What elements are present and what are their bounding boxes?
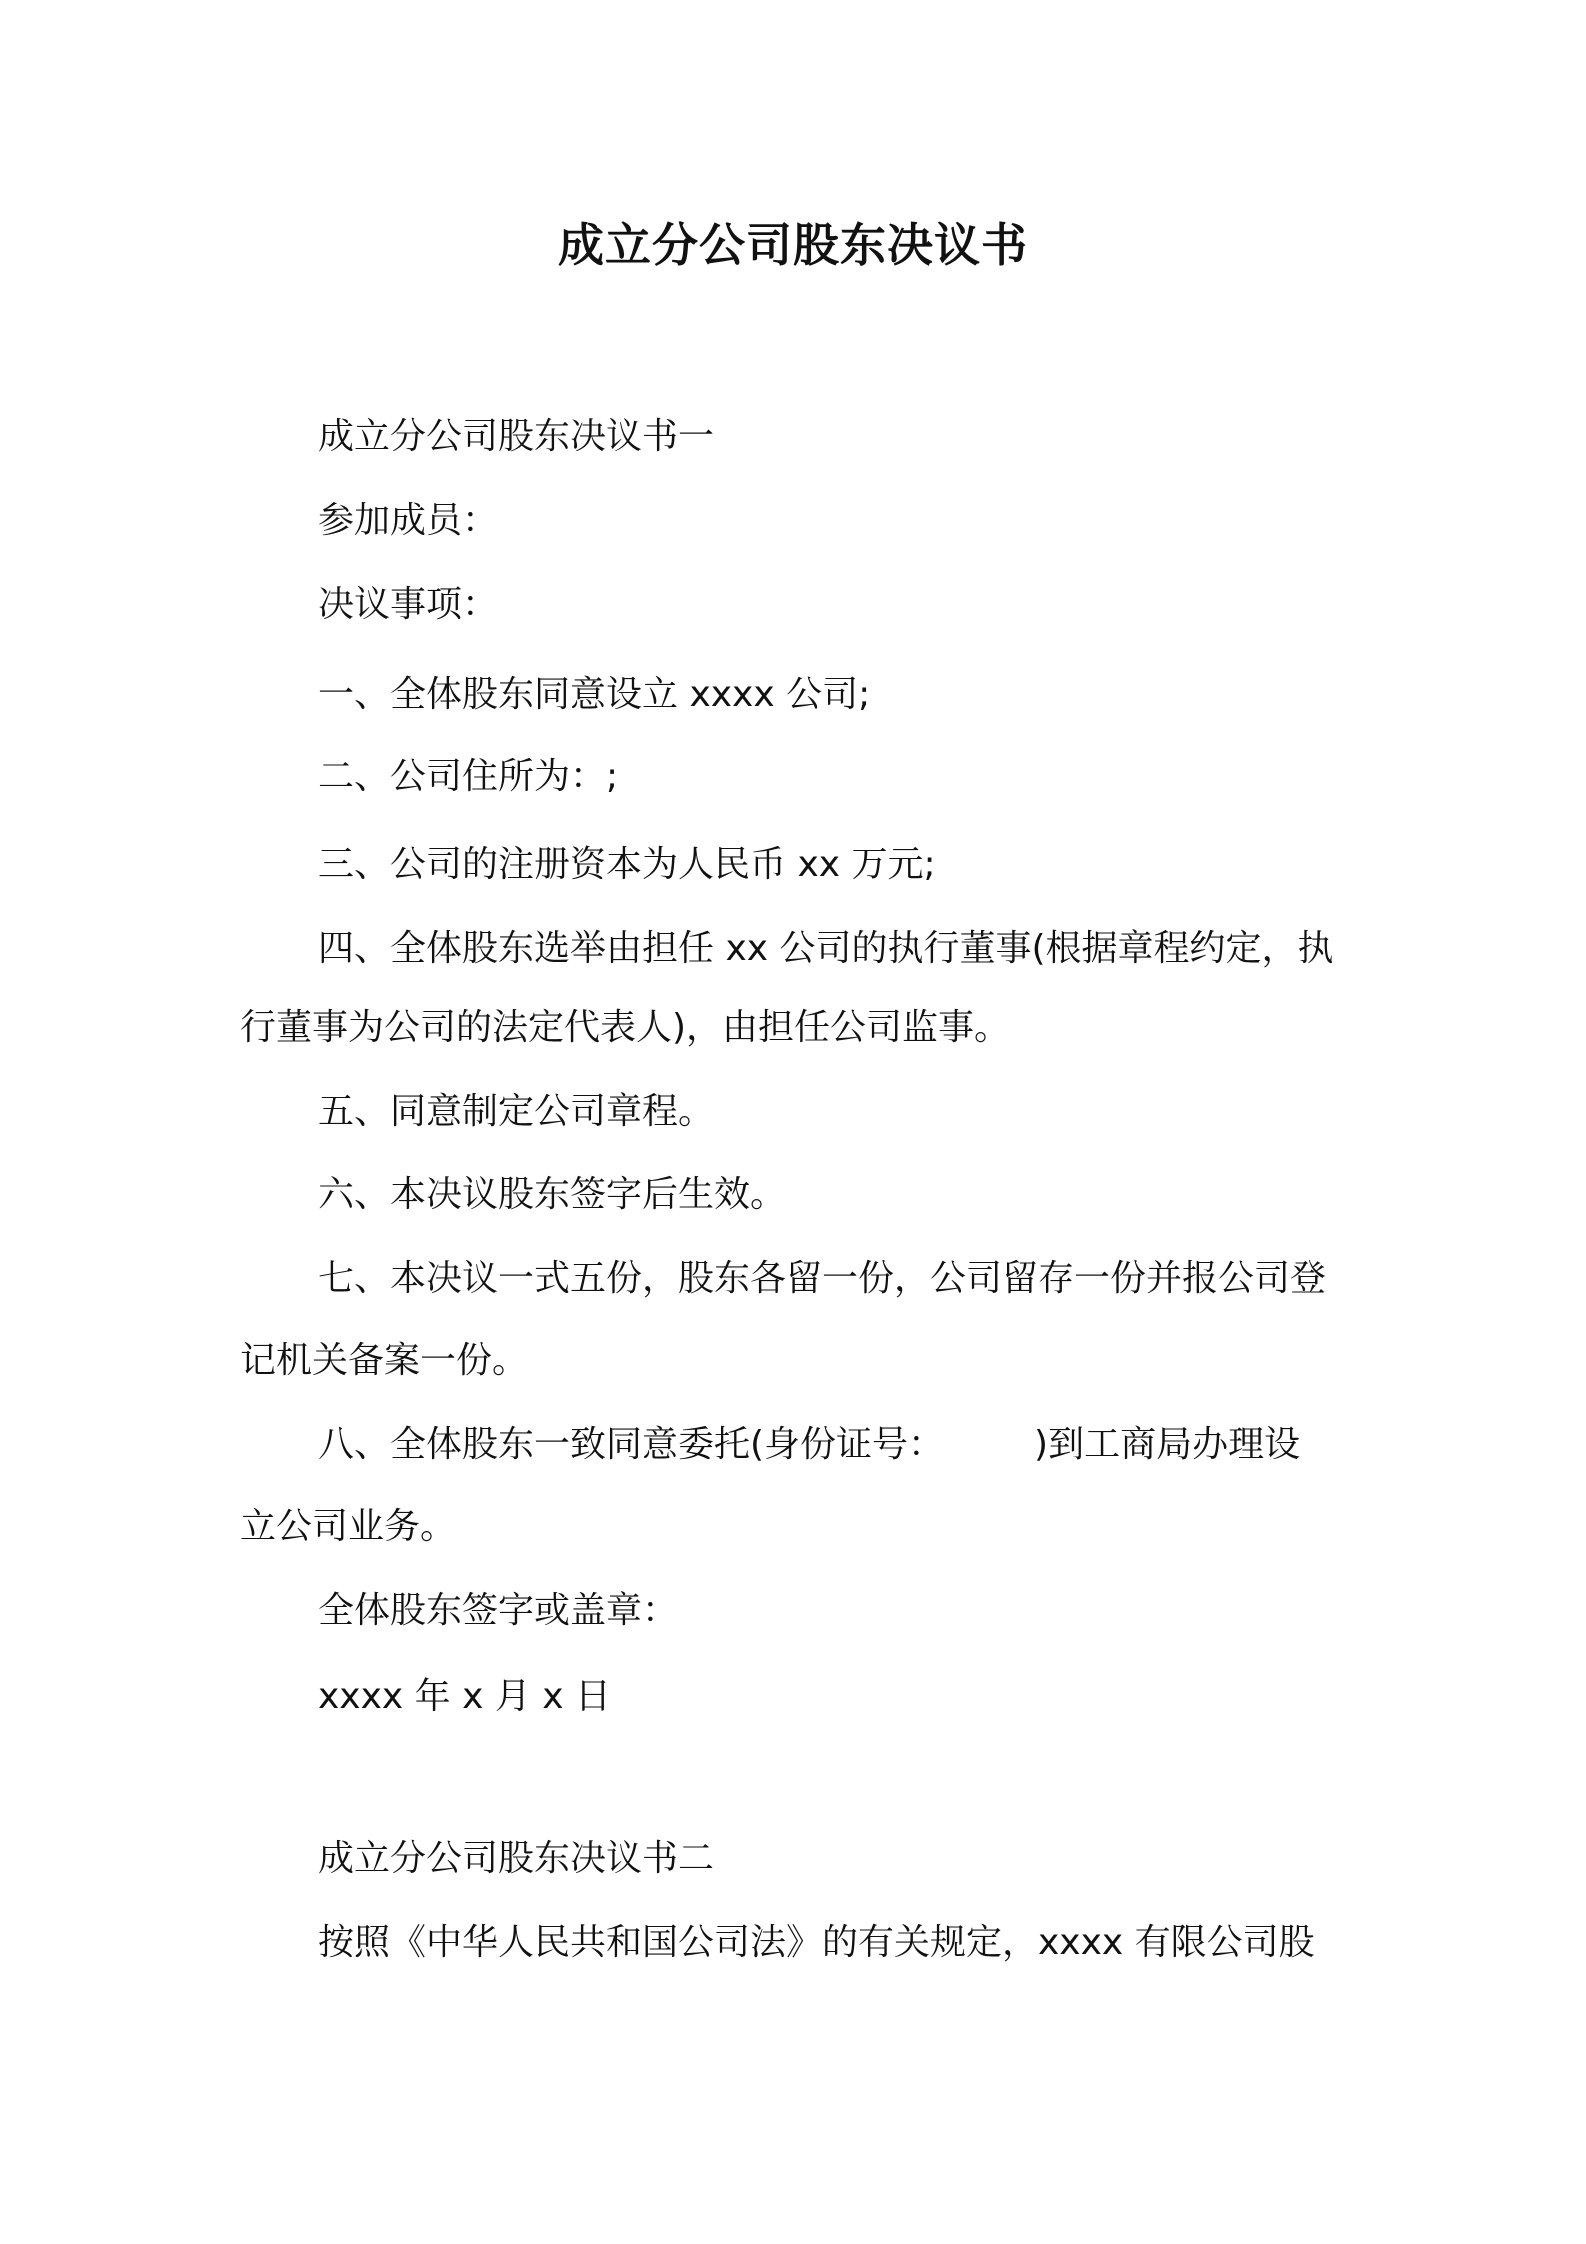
signature-label: 全体股东签字或盖章： [318, 1590, 679, 1631]
resolution-item-7: 七、本决议一式五份，股东各留一份，公司留存一份并报公司登 [318, 1258, 1327, 1299]
section-heading-1: 成立分公司股东决议书一 [318, 416, 715, 457]
resolution-item-1: 一、全体股东同意设立 xxxx 公司; [318, 674, 871, 715]
resolution-item-6: 六、本决议股东签字后生效。 [318, 1174, 787, 1215]
resolution-item-8-continued: 立公司业务。 [240, 1506, 457, 1547]
section-heading-2: 成立分公司股东决议书二 [318, 1838, 715, 1879]
resolution-item-3: 三、公司的注册资本为人民币 xx 万元; [318, 844, 936, 885]
resolution-items-label: 决议事项： [318, 584, 499, 625]
resolution-item-4-continued: 行董事为公司的法定代表人)，由担任公司监事。 [240, 1007, 1011, 1048]
resolution-item-7-continued: 记机关备案一份。 [240, 1340, 529, 1381]
participants-label: 参加成员： [318, 500, 499, 541]
document-title: 成立分公司股东决议书 [558, 218, 1028, 272]
resolution-item-2: 二、公司住所为：; [318, 756, 619, 797]
section-2-paragraph: 按照《中华人民共和国公司法》的有关规定，xxxx 有限公司股 [318, 1922, 1315, 1963]
date-line: xxxx 年 x 月 x 日 [318, 1676, 612, 1717]
resolution-item-4: 四、全体股东选举由担任 xx 公司的执行董事(根据章程约定，执 [318, 928, 1334, 969]
resolution-item-5: 五、同意制定公司章程。 [318, 1091, 715, 1132]
resolution-item-8: 八、全体股东一致同意委托(身份证号： )到工商局办理设 [318, 1424, 1301, 1465]
